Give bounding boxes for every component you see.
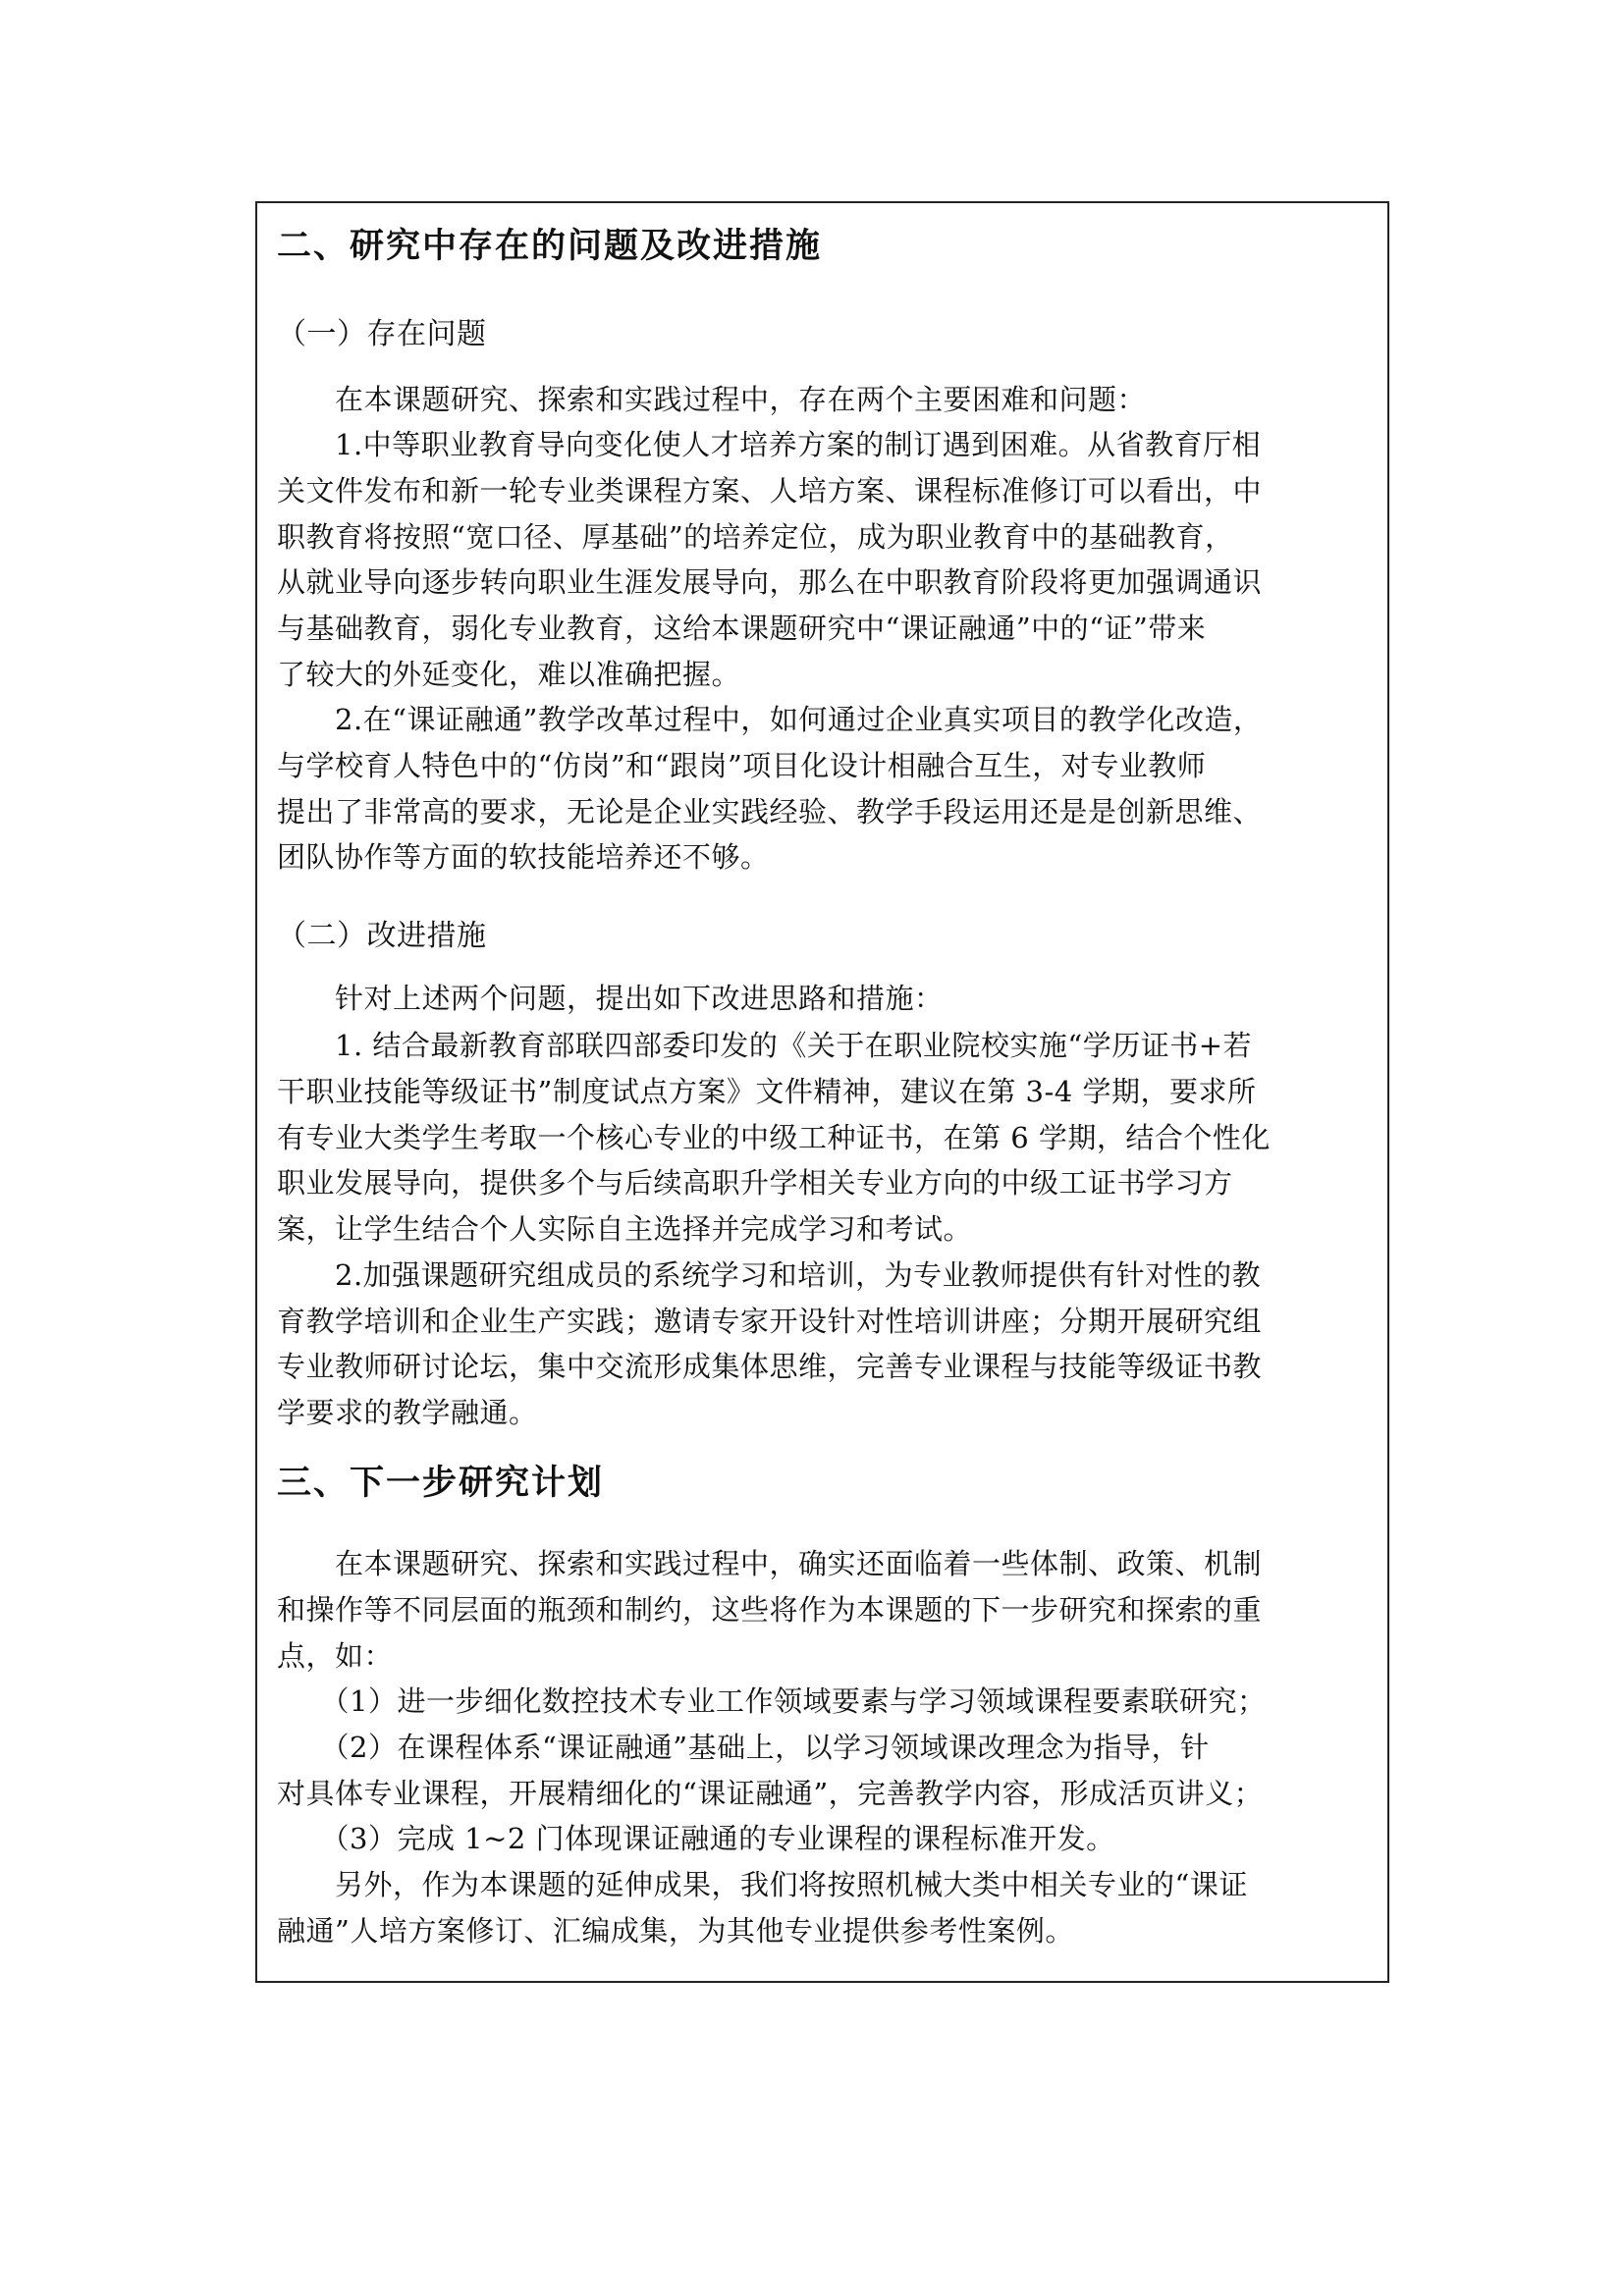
problems-line: 2.在“课证融通”教学改革过程中，如何通过企业真实项目的教学化改造，: [277, 703, 1263, 736]
measures-line: 2.加强课题研究组成员的系统学习和培训，为专业教师提供有针对性的教: [277, 1258, 1262, 1292]
problems-heading: （一）存在问题: [277, 317, 487, 351]
problems-line: 在本课题研究、探索和实践过程中，存在两个主要困难和问题：: [277, 383, 1147, 416]
problems-line: 与基础教育，弱化专业教育，这给本课题研究中“课证融通”中的“证”带来: [277, 612, 1207, 645]
problems-line: 1.中等职业教育导向变化使人才培养方案的制订遇到困难。从省教育厅相: [277, 428, 1262, 461]
plan-line: （3）完成 1~2 门体现课证融通的专业课程的课程标准开发。: [277, 1822, 1115, 1855]
measures-line: 针对上述两个问题，提出如下改进思路和措施：: [277, 982, 944, 1015]
measures-line: 有专业大类学生考取一个核心专业的中级工种证书，在第 6 学期，结合个性化: [277, 1121, 1271, 1154]
section-3-title: 三、下一步研究计划: [277, 1463, 605, 1503]
problems-line: 提出了非常高的要求，无论是企业实践经验、教学手段运用还是是创新思维、: [277, 795, 1263, 828]
problems-line: 职教育将按照“宽口径、厚基础”的培养定位，成为职业教育中的基础教育，: [277, 520, 1234, 554]
measures-line: 专业教师研讨论坛，集中交流形成集体思维，完善专业课程与技能等级证书教: [277, 1350, 1263, 1383]
problems-line: 团队协作等方面的软技能培养还不够。: [277, 840, 770, 874]
plan-line: 在本课题研究、探索和实践过程中，确实还面临着一些体制、政策、机制: [277, 1547, 1263, 1580]
plan-line: （2）在课程体系“课证融通”基础上，以学习领域课改理念为指导，针: [277, 1731, 1210, 1764]
measures-line: 案，让学生结合个人实际自主选择并完成学习和考试。: [277, 1212, 973, 1246]
measures-line: 职业发展导向，提供多个与后续高职升学相关专业方向的中级工证书学习方: [277, 1166, 1233, 1200]
problems-line: 与学校育人特色中的“仿岗”和“跟岗”项目化设计相融合互生，对专业教师: [277, 749, 1207, 782]
section-2-title: 二、研究中存在的问题及改进措施: [277, 226, 823, 266]
plan-line: 融通”人培方案修订、汇编成集，为其他专业提供参考性案例。: [277, 1914, 1074, 1948]
problems-line: 从就业导向逐步转向职业生涯发展导向，那么在中职教育阶段将更加强调通识: [277, 565, 1263, 599]
problems-line: 了较大的外延变化，难以准确把握。: [277, 658, 741, 691]
measures-line: 学要求的教学融通。: [277, 1396, 538, 1429]
report-table-frame: [255, 201, 1389, 1983]
measures-line: 干职业技能等级证书”制度试点方案》文件精神，建议在第 3-4 学期，要求所: [277, 1075, 1257, 1108]
plan-line: （1）进一步细化数控技术专业工作领域要素与学习领域课程要素联研究；: [277, 1684, 1267, 1718]
measures-line: 育教学培训和企业生产实践；邀请专家开设针对性培训讲座；分期开展研究组: [277, 1305, 1263, 1338]
problems-line: 关文件发布和新一轮专业类课程方案、人培方案、课程标准修订可以看出，中: [277, 474, 1263, 507]
plan-line: 对具体专业课程，开展精细化的“课证融通”，完善教学内容，形成活页讲义；: [277, 1777, 1264, 1810]
plan-line: 点，如：: [277, 1639, 394, 1673]
plan-line: 和操作等不同层面的瓶颈和制约，这些将作为本课题的下一步研究和探索的重: [277, 1593, 1263, 1627]
plan-line: 另外，作为本课题的延伸成果，我们将按照机械大类中相关专业的“课证: [277, 1868, 1248, 1901]
measures-line: 1. 结合最新教育部联四部委印发的《关于在职业院校实施“学历证书+若: [277, 1029, 1253, 1062]
measures-heading: （二）改进措施: [277, 919, 487, 953]
